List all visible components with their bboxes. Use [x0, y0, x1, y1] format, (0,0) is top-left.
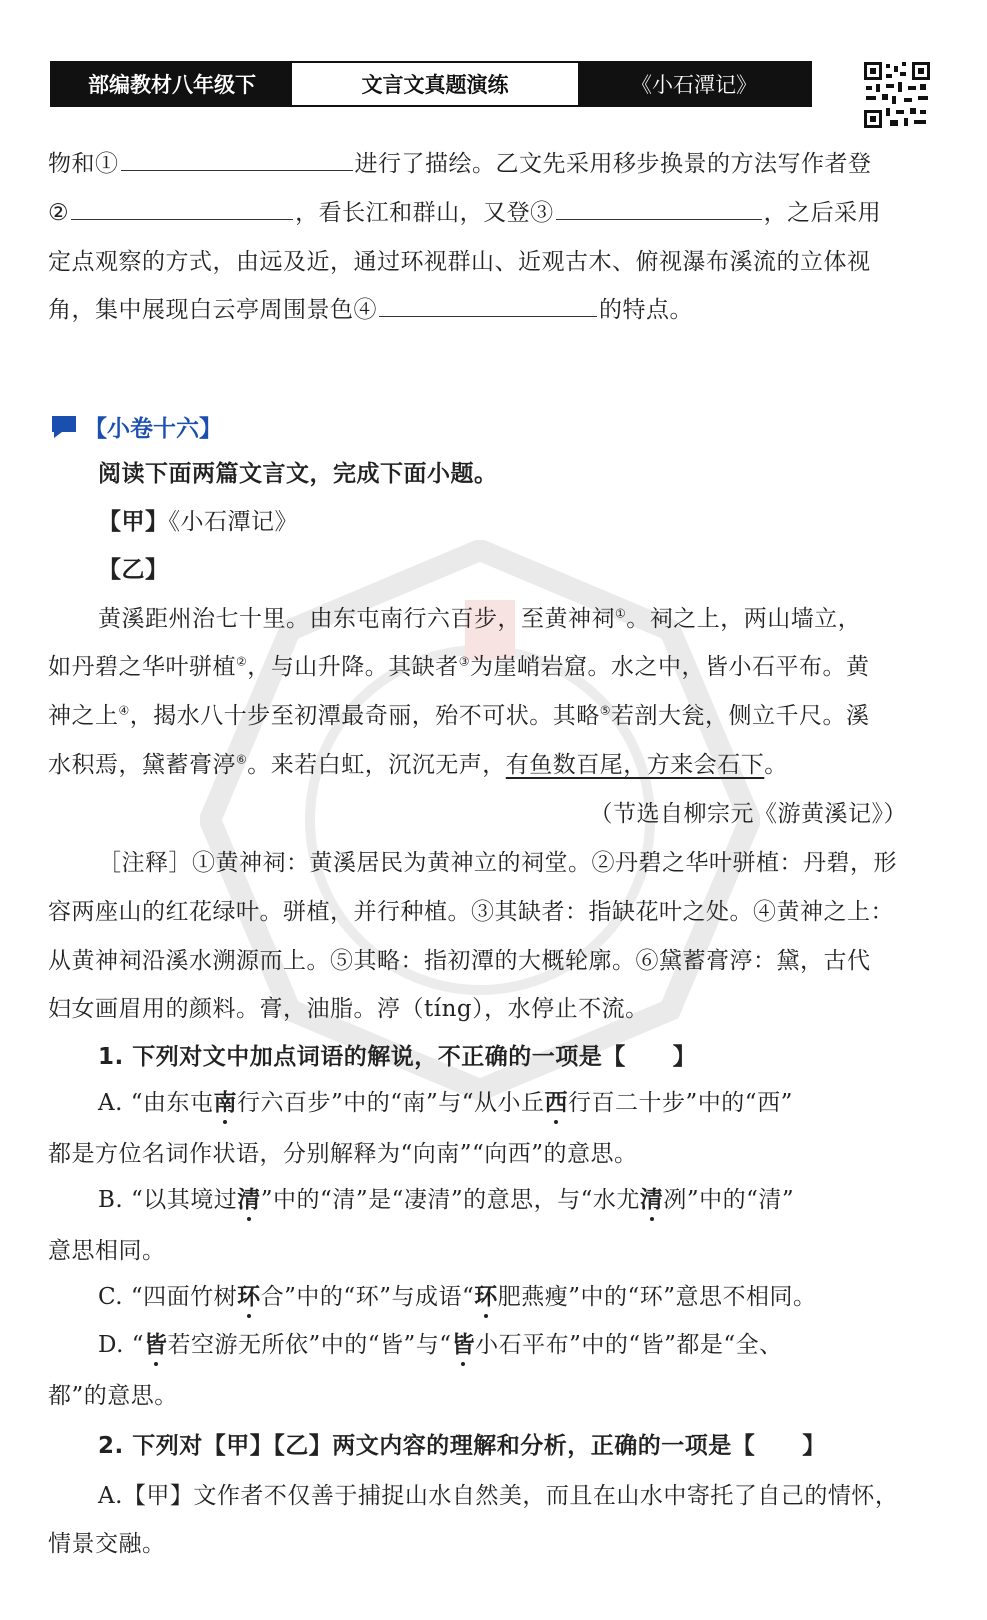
text: ②: [48, 200, 70, 226]
text: 为崖峭岩窟。水之中，皆小石平布。黄: [470, 654, 870, 680]
text: D. “: [98, 1332, 145, 1358]
underlined-sentence: 有鱼数百尾，方来会石下: [505, 752, 765, 778]
prev-line-3: 定点观察的方式，由远及近，通过环视群山、近观古木、俯视瀑布溪流的立体视: [48, 249, 871, 275]
text: ，看长江和群山，又登③: [295, 200, 554, 226]
passage-line-1: [98, 600, 861, 633]
q1-option-d[interactable]: [98, 1326, 783, 1359]
yi-heading: 【乙】: [98, 557, 169, 583]
text: 水积焉，黛蓄膏渟: [48, 752, 236, 778]
chat-bubble-icon: [50, 414, 78, 440]
text: 冽”中的“清”: [663, 1187, 795, 1213]
q1-option-c[interactable]: [98, 1278, 817, 1311]
text: A. “由东屯: [98, 1090, 214, 1116]
text: ，之后采用: [763, 200, 882, 226]
q1-option-a[interactable]: [98, 1084, 793, 1117]
dotted-word: 环: [237, 1283, 261, 1310]
dotted-word: 环: [474, 1283, 498, 1310]
q2-stem: 2. 下列对【甲】【乙】两文内容的理解和分析，正确的一项是【 】: [98, 1433, 826, 1459]
text: 黄溪距州治七十里。由东屯南行六百步，至黄神祠: [98, 606, 615, 632]
footnote-ref: ④: [118, 703, 130, 718]
footnote-ref: ①: [615, 606, 627, 621]
q1-option-b[interactable]: [98, 1181, 794, 1214]
footnote-ref: ②: [236, 654, 248, 669]
instruction: 阅读下面两篇文言文，完成下面小题。: [98, 461, 498, 487]
text: 。祠之上，两山墙立，: [626, 606, 862, 632]
text: 行六百步”中的“南”与“从小丘: [237, 1090, 545, 1116]
text: 。来若白虹，沉沉无声，: [247, 752, 506, 778]
notes-line-3: 从黄神祠沿溪水溯源而上。⑤其略：指初潭的大概轮廓。⑥黛蓄膏渟：黛，古代: [48, 948, 871, 974]
text: 的特点。: [599, 297, 693, 323]
dotted-word: 南: [213, 1089, 237, 1116]
notes-line-4: 妇女画眉用的颜料。膏，油脂。渟（tíng），水停止不流。: [48, 996, 649, 1022]
text: 若剖大瓮，侧立千尺。溪: [611, 703, 870, 729]
passage-line-2: [48, 648, 870, 681]
text: C. “四面竹树: [98, 1284, 238, 1310]
dotted-word: 清: [639, 1186, 664, 1213]
blank-3[interactable]: [556, 197, 762, 220]
text: 小石平布”中的“皆”都是“全、: [475, 1332, 783, 1358]
header-topic: 文言文真题演练: [292, 63, 578, 105]
passage-source: （节选自柳宗元《游黄溪记》）: [589, 801, 907, 827]
blank-2[interactable]: [71, 197, 293, 220]
text: 合”中的“环”与成语“: [260, 1284, 475, 1310]
text: 进行了描绘。乙文先采用移步换景的方法写作者登: [354, 151, 872, 177]
text: 角，集中展现白云亭周围景色④: [48, 297, 377, 323]
text: 如丹碧之华叶骈植: [48, 654, 236, 680]
q2-option-a[interactable]: A.【甲】文作者不仅善于捕捉山水自然美，而且在山水中寄托了自己的情怀，: [98, 1483, 899, 1509]
passage-line-4: [48, 746, 788, 779]
text: 若空游无所依”中的“皆”与“: [167, 1332, 452, 1358]
footnote-ref: ⑥: [236, 752, 248, 767]
dotted-word: 清: [237, 1186, 261, 1213]
text: 。: [764, 752, 788, 778]
q1-option-a-cont: 都是方位名词作状语，分别解释为“向南”“向西”的意思。: [48, 1141, 638, 1167]
prev-line-2: [48, 194, 881, 227]
dotted-word: 皆: [144, 1331, 168, 1358]
jia-label: 【甲】: [98, 509, 169, 535]
text: 物和①: [48, 151, 119, 177]
qr-code[interactable]: [862, 60, 932, 130]
text: B. “以其境过: [98, 1187, 238, 1213]
section-label: 【小卷十六】: [84, 416, 222, 442]
text: 行百二十步”中的“西”: [568, 1090, 793, 1116]
text: ，与山升降。其缺者: [247, 654, 459, 680]
page-header: [50, 61, 812, 107]
prev-line-1: [48, 145, 872, 178]
footnote-ref: ⑤: [599, 703, 612, 718]
text: ，揭水八十步至初潭最奇丽，殆不可状。其略: [129, 703, 600, 729]
dotted-word: 皆: [451, 1331, 476, 1358]
q2-option-a-cont: 情景交融。: [48, 1531, 166, 1557]
jia-heading: [98, 503, 298, 536]
prev-line-4: [48, 291, 693, 324]
text: 神之上: [48, 703, 119, 729]
jia-title: 《小石潭记》: [168, 509, 298, 535]
section-title: [50, 410, 222, 443]
q1-option-b-cont: 意思相同。: [48, 1238, 166, 1264]
blank-4[interactable]: [379, 294, 597, 317]
header-grade: 部编教材八年级下: [52, 63, 292, 105]
header-title: 《小石潭记》: [578, 63, 810, 105]
blank-1[interactable]: [121, 148, 353, 171]
q1-stem: 1. 下列对文中加点词语的解说，不正确的一项是【 】: [98, 1044, 697, 1070]
notes-line-1: ［注释］①黄神祠：黄溪居民为黄神立的祠堂。②丹碧之华叶骈植：丹碧，形: [98, 850, 897, 876]
passage-line-3: [48, 697, 870, 730]
text: 肥燕瘦”中的“环”意思不相同。: [497, 1284, 817, 1310]
q1-option-d-cont: 都”的意思。: [48, 1383, 178, 1409]
footnote-ref: ③: [458, 654, 471, 669]
text: ”中的“清”是“凄清”的意思，与“水尤: [260, 1187, 640, 1213]
notes-line-2: 容两座山的红花绿叶。骈植，并行种植。③其缺者：指缺花叶之处。④黄神之上：: [48, 899, 894, 925]
dotted-word: 西: [544, 1089, 569, 1116]
